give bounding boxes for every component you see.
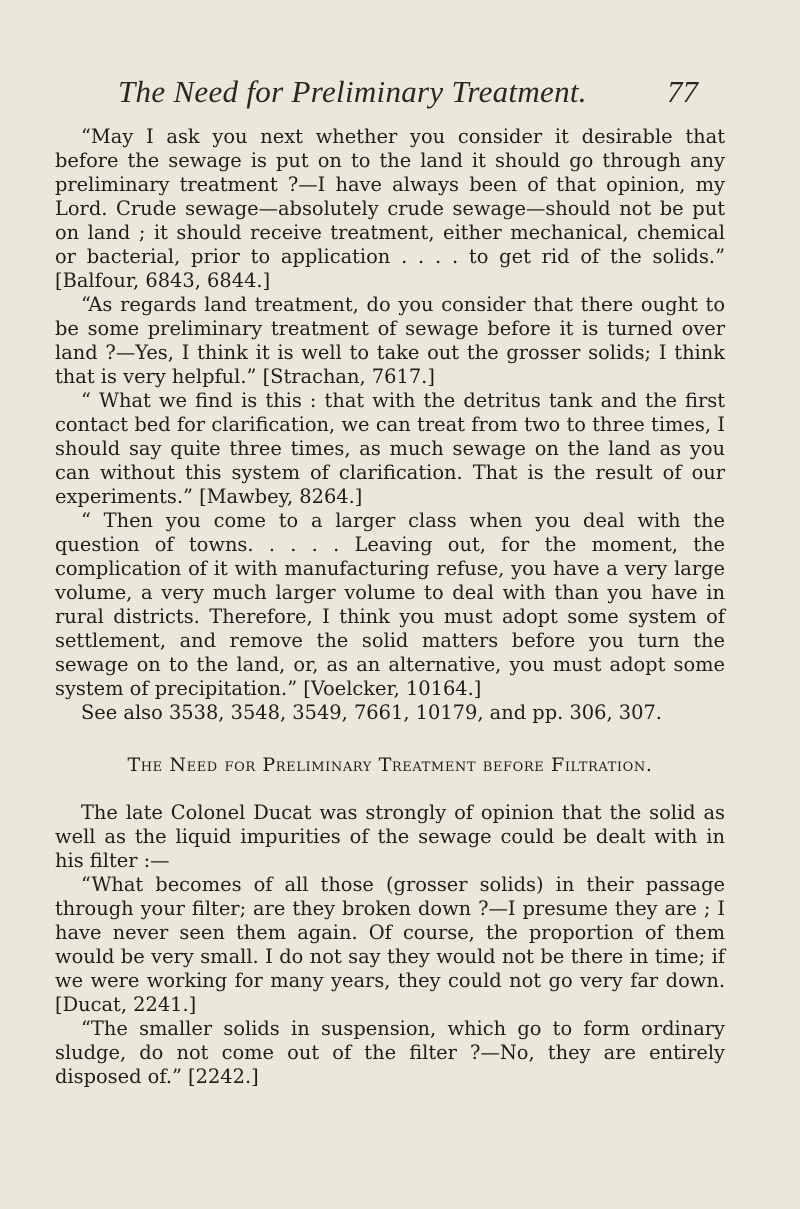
see-also-references: See also 3538, 3548, 3549, 7661, 10179, and pp. 306, 307. [81, 701, 662, 724]
running-title: The Need for Preliminary Treatment. [118, 74, 587, 109]
quote-voelcker: “ Then you come to a larger class when you deal with the question of towns. . . . . Leaving out, for the moment, the complication of it with manufacturing refuse, you have a very large volume, a very much larger volume to deal with than you have in rural districts. Therefore, I think you must adopt some system of settlement, and remove the solid matters before you turn the sewage on to the land, or, as an alternative, you must adopt some system of precipitation.” [Voelcker, 10164.] [55, 509, 725, 700]
quote-strachan: “As regards land treatment, do you consider that there ought to be some preliminary treatment of sewage before it is turned over land ?—Yes, I think it is well to take out the grosser solids; I think that is very helpful.” [Strachan, 7617.] [55, 293, 725, 388]
quote-ducat-2242: “The smaller solids in suspension, which go to form ordinary sludge, do not come out of the filter ?—No, they are entirely disposed of.” [2242.] [55, 1017, 725, 1088]
quote-ducat-2241: “What becomes of all those (grosser solids) in their passage through your filter; are they broken down ?—I presume they are ; I have never seen them again. Of course, the proportion of them would be very small. I do not say they would not be there in time; if we were working for many years, they could not go very far down. [Ducat, 2241.] [55, 873, 725, 1016]
intro-paragraph: The late Colonel Ducat was strongly of opinion that the solid as well as the liquid impurities of the sewage could be dealt with in his filter :— [55, 801, 725, 872]
quote-balfour: “May I ask you next whether you consider it desirable that before the sewage is put on to the land it should go through any preliminary treatment ?—I have always been of that opinion, my Lord. Crude sewage—absolutely crude sewage—should not be put on land ; it should receive treatment, either mechanical, chemical or bacterial, prior to application . . . . to get rid of the solids.” [Balfour, 6843, 6844.] [55, 125, 725, 292]
page-number: 77 [667, 74, 698, 109]
running-header [118, 74, 698, 114]
quote-mawbey: “ What we find is this : that with the detritus tank and the first contact bed for clarification, we can treat from two to three times, I should say quite three times, as much sewage on the land as you can without this system of clarification. That is the result of our experiments.” [Mawbey, 8264.] [55, 389, 725, 508]
section-heading: The Need for Preliminary Treatment before Filtration. [127, 754, 653, 776]
page-body [55, 125, 725, 1089]
